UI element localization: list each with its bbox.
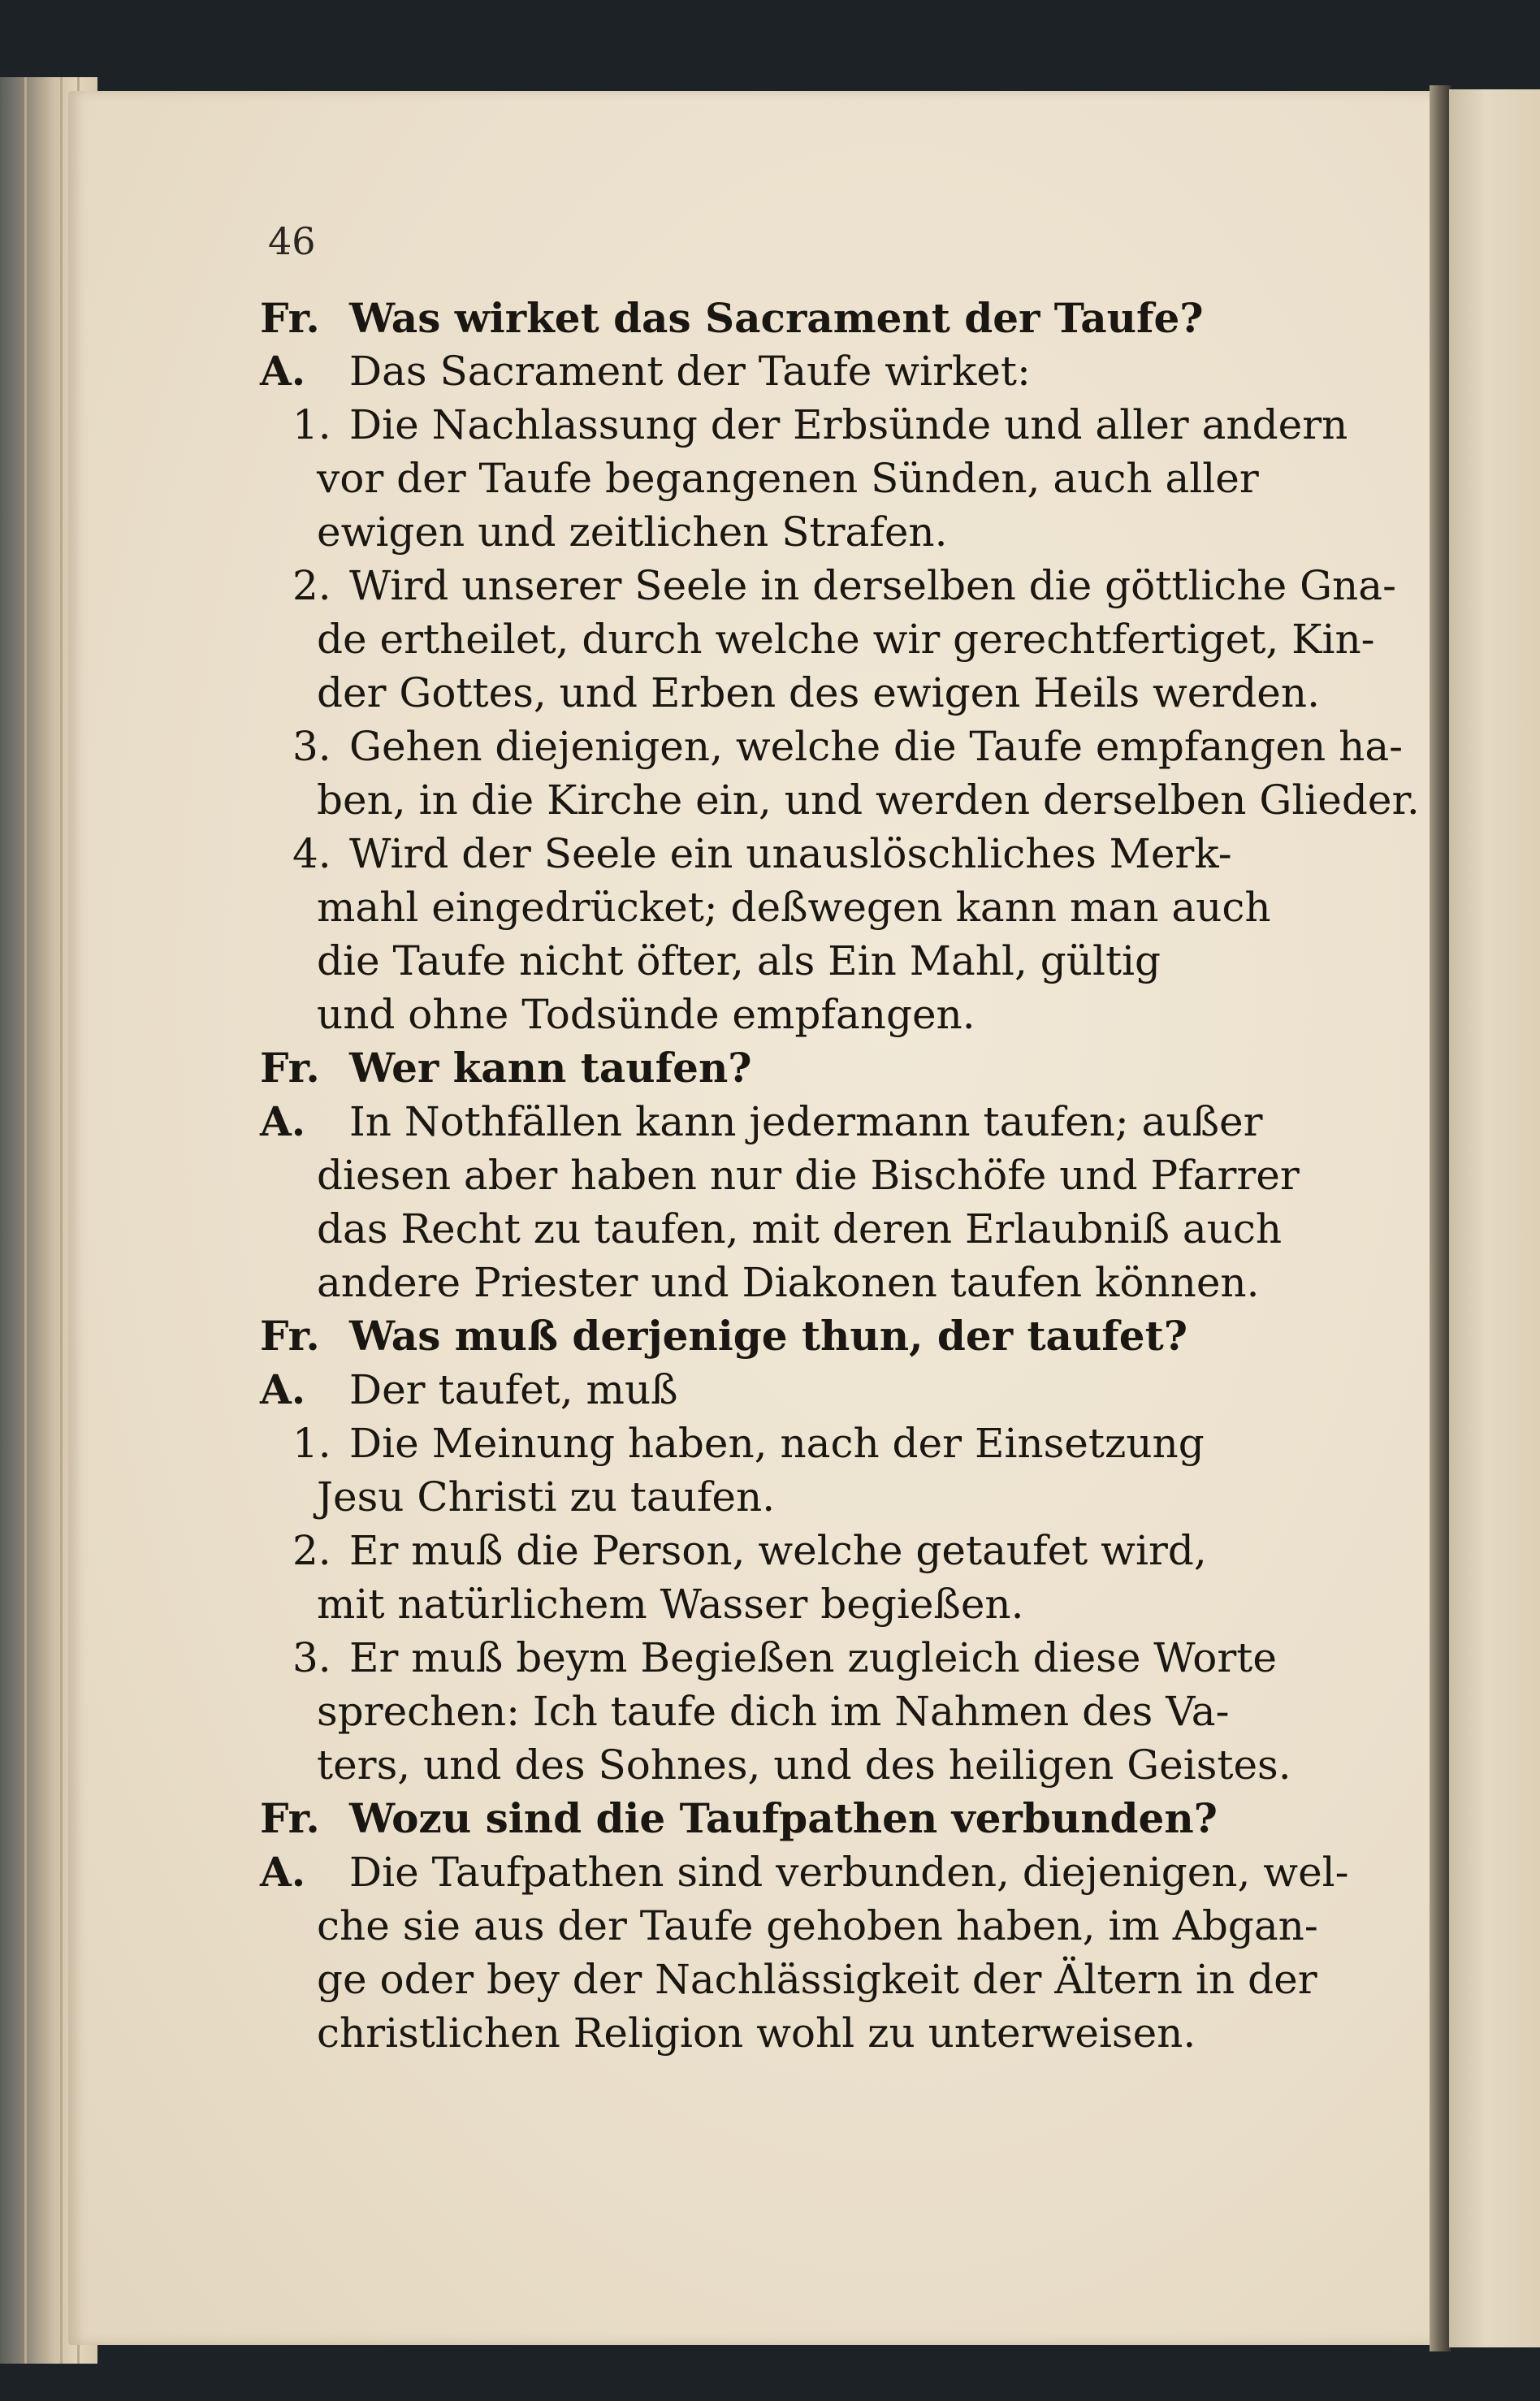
text-line: de ertheilet, durch welche wir gerechtfertiget, Kin- [317,616,1375,663]
answer-line: A. Der taufet, muß [260,1364,678,1416]
list-item: 4. Wird der Seele ein unauslöschliches Merk- [292,830,1232,877]
text-line: und ohne Todsünde empfangen. [317,991,975,1038]
facing-page-edge [1449,89,1540,2347]
text-line: ben, in die Kirche ein, und werden derselben Glieder. [317,777,1420,824]
list-item: 1. Die Meinung haben, nach der Einsetzung [292,1420,1205,1467]
list-item: 3. Er muß beym Begießen zugleich diese Worte [292,1634,1277,1681]
text-line: sprechen: Ich taufe dich im Nahmen des Va- [317,1688,1230,1735]
answer-label: A. [260,1365,306,1413]
list-item: 2. Er muß die Person, welche getaufet wird, [292,1527,1207,1574]
answer-label: A. [260,1848,306,1896]
text-line: Jesu Christi zu taufen. [317,1473,776,1521]
text-line: die Taufe nicht öfter, als Ein Mahl, gültig [317,937,1161,984]
text-line: ewigen und zeitlichen Strafen. [317,508,948,556]
question-label: Fr. [260,1312,320,1360]
text-line: diesen aber haben nur die Bischöfe und Pfarrer [317,1152,1300,1199]
text-line: mahl eingedrücket; deßwegen kann man auch [317,884,1271,931]
text-line: vor der Taufe begangenen Sünden, auch aller [317,455,1259,502]
text-line: ters, und des Sohnes, und des heiligen Geistes. [317,1741,1291,1789]
question-line: Fr. Wer kann taufen? [260,1042,752,1094]
list-item: 1. Die Nachlassung der Erbsünde und aller andern [292,401,1348,448]
text-line: che sie aus der Taufe gehoben haben, im Abgan- [317,1902,1318,1949]
answer-line: A. Die Taufpathen sind verbunden, diejenigen, wel- [260,1846,1349,1898]
question-label: Fr. [260,1044,320,1092]
question-label: Fr. [260,294,320,342]
question-line: Fr. Was wirket das Sacrament der Taufe? [260,292,1204,344]
text-line: mit natürlichem Wasser begießen. [317,1581,1024,1628]
text-line: christlichen Religion wohl zu unterweisen. [317,2009,1196,2057]
text-line: der Gottes, und Erben des ewigen Heils werden. [317,669,1320,716]
answer-line: A. In Nothfällen kann jedermann taufen; außer [260,1096,1263,1148]
page-number: 46 [268,219,316,263]
question-label: Fr. [260,1794,320,1842]
question-line: Fr. Was muß derjenige thun, der taufet? [260,1310,1187,1362]
book-gutter [1430,85,1451,2351]
question-line: Fr. Wozu sind die Taufpathen verbunden? [260,1793,1218,1845]
answer-label: A. [260,1097,306,1145]
text-line: das Recht zu taufen, mit deren Erlaubniß auch [317,1205,1283,1252]
text-line: andere Priester und Diakonen taufen können. [317,1259,1260,1306]
answer-line: A. Das Sacrament der Taufe wirket: [260,345,1031,397]
list-item: 3. Gehen diejenigen, welche die Taufe empfangen ha- [292,723,1404,770]
list-item: 2. Wird unserer Seele in derselben die göttliche Gna- [292,562,1396,609]
text-line: ge oder bey der Nachlässigkeit der Ältern in der [317,1956,1317,2003]
answer-label: A. [260,347,306,395]
